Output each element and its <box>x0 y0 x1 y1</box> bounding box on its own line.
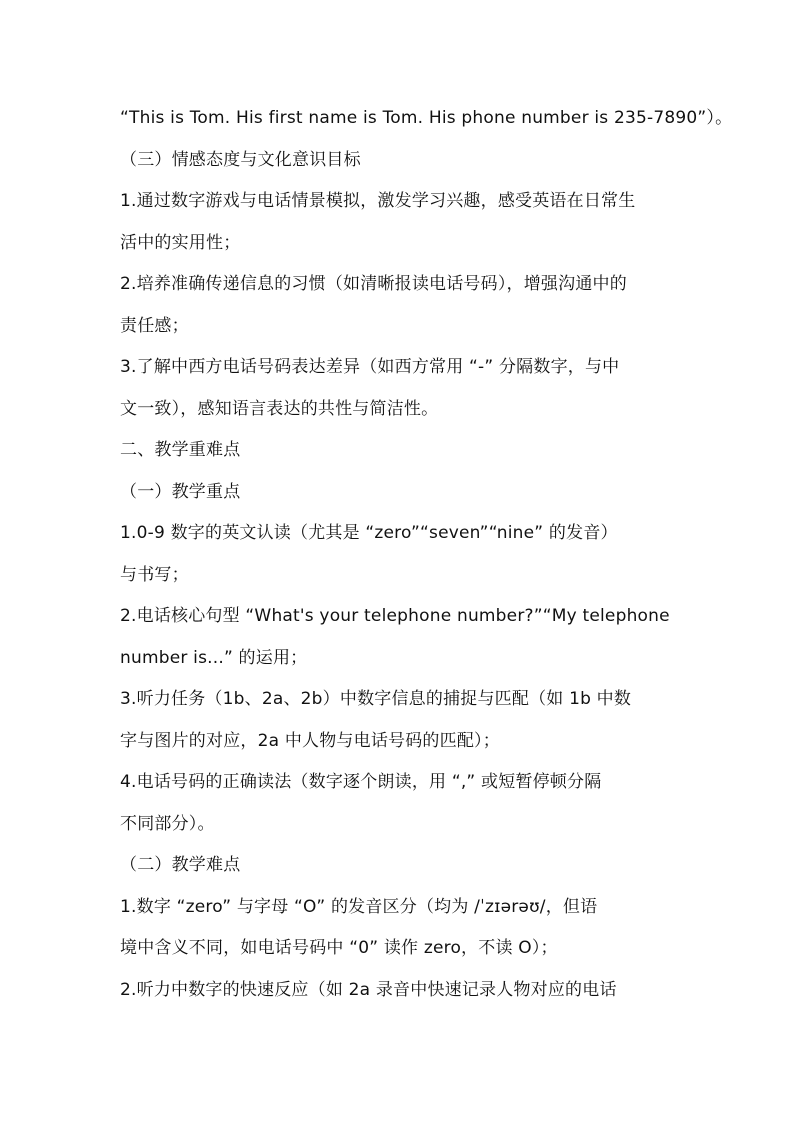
text-line-1: “This is Tom. His first name is Tom. His phone number is 235-7890”）。 <box>120 108 733 128</box>
text-line-20: 1.数字 “zero” 与字母 “O” 的发音区分（均为 /ˈzɪərəʊ/，但语 <box>120 897 598 917</box>
section-heading-2: （二）教学难点 <box>120 855 241 875</box>
main-heading-2: 二、教学重难点 <box>120 440 241 460</box>
text-line-13: 2.电话核心句型 “What's your telephone number?”“My telephone <box>120 606 670 626</box>
section-heading-3: （三）情感态度与文化意识目标 <box>120 150 361 170</box>
text-line-4: 活中的实用性； <box>120 233 241 253</box>
text-line-16: 字与图片的对应，2a 中人物与电话号码的匹配）； <box>120 731 500 751</box>
text-line-21: 境中含义不同，如电话号码中 “0” 读作 zero，不读 O）； <box>120 938 558 958</box>
section-heading-1: （一）教学重点 <box>120 482 241 502</box>
text-line-7: 3.了解中西方电话号码表达差异（如西方常用 “-” 分隔数字，与中 <box>120 357 620 377</box>
text-line-17: 4.电话号码的正确读法（数字逐个朗读，用 “,” 或短暂停顿分隔 <box>120 772 602 792</box>
text-line-15: 3.听力任务（1b、2a、2b）中数字信息的捕捉与匹配（如 1b 中数 <box>120 689 632 709</box>
text-line-11: 1.0-9 数字的英文认读（尤其是 “zero”“seven”“nine” 的发音） <box>120 523 618 543</box>
text-line-12: 与书写； <box>120 565 189 585</box>
text-line-5: 2.培养准确传递信息的习惯（如清晰报读电话号码），增强沟通中的 <box>120 274 627 294</box>
text-line-18: 不同部分）。 <box>120 814 215 834</box>
text-line-3: 1.通过数字游戏与电话情景模拟，激发学习兴趣，感受英语在日常生 <box>120 191 636 211</box>
text-line-22: 2.听力中数字的快速反应（如 2a 录音中快速记录人物对应的电话 <box>120 980 617 1000</box>
text-line-8: 文一致），感知语言表达的共性与简洁性。 <box>120 399 439 419</box>
text-line-6: 责任感； <box>120 316 189 336</box>
text-line-14: number is...” 的运用； <box>120 648 308 668</box>
